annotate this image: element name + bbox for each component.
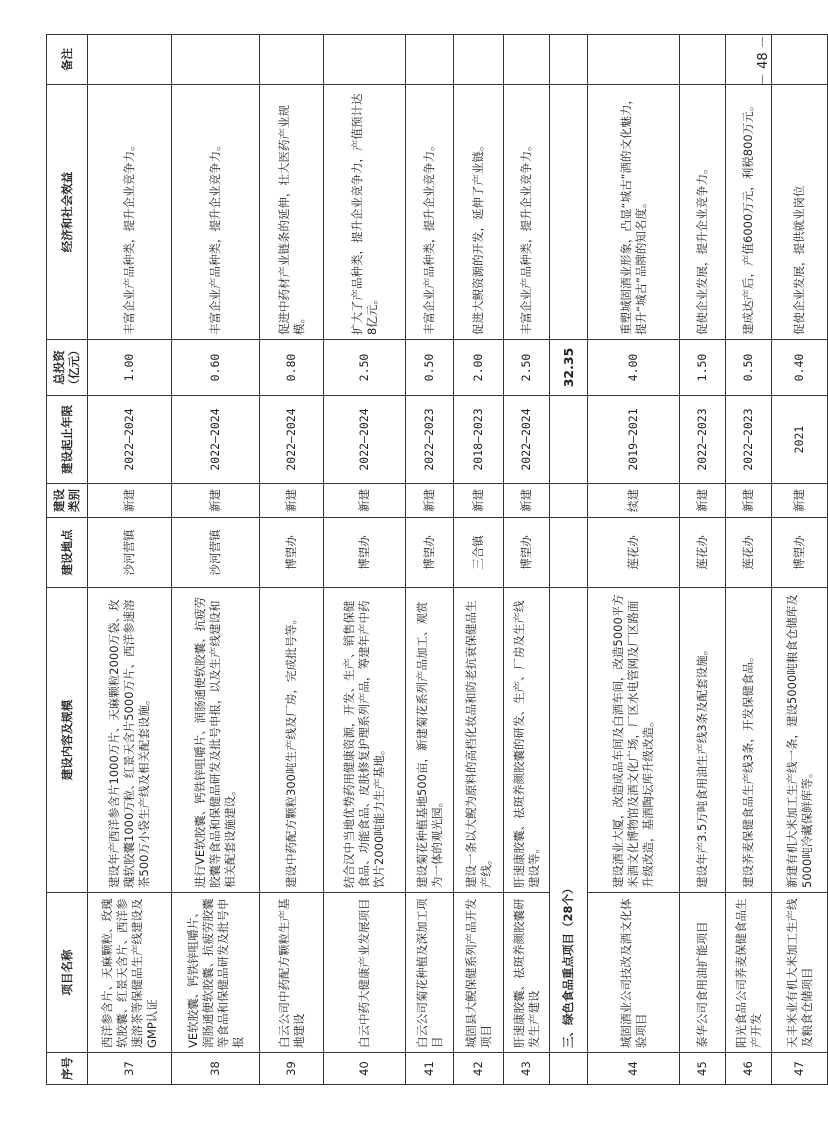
cell-place: 沙河营镇 — [172, 518, 260, 588]
page-number: － 48 － — [756, 35, 771, 86]
project-table — [46, 34, 828, 1085]
cell-content: 新建有机大米加工生产线一条，建设5000吨粮食仓储库及5000吨冷藏保鲜库等。 — [772, 588, 828, 893]
header-type: 建设类别 — [47, 484, 88, 518]
table-row — [726, 35, 772, 1085]
cell-no: 47 — [772, 1053, 828, 1085]
cell-type: 新建 — [324, 484, 406, 518]
cell-type: 新建 — [406, 484, 454, 518]
cell-place: 莲花办 — [588, 518, 680, 588]
cell-place: 博望办 — [406, 518, 454, 588]
cell-benefit: 促使企业发展，提升企业竞争力。 — [680, 85, 726, 340]
cell-no: 43 — [504, 1053, 550, 1085]
cell-note — [172, 35, 260, 85]
cell-invest: 0.50 — [726, 340, 772, 396]
header-invest: 总投资（亿元） — [47, 340, 88, 396]
cell-no: 42 — [454, 1053, 504, 1085]
cell-invest: 2.50 — [324, 340, 406, 396]
cell-invest: 0.80 — [260, 340, 324, 396]
cell-name: 白云公司中药配方颗粒生产基地建设 — [260, 893, 324, 1053]
cell-no: 44 — [588, 1053, 680, 1085]
table-row — [772, 35, 828, 1085]
cell-note — [772, 35, 828, 85]
cell-period: 2022—2023 — [680, 396, 726, 484]
cell-invest: 0.60 — [172, 340, 260, 396]
cell-content: 建设中药配方颗粒300吨生产线及厂房，完成批号等。 — [260, 588, 324, 893]
cell-type: 新建 — [260, 484, 324, 518]
cell-benefit: 丰富企业产品种类，提升企业竞争力。 — [504, 85, 550, 340]
cell-content: 进行VE软胶囊、钙铁锌咀嚼片、润肠通便软胶囊、抗疲劳胶囊等食品和保健品研发及批号申报，以及生产线建设和相关配套设施建设。 — [172, 588, 260, 893]
cell-place: 博望办 — [324, 518, 406, 588]
cell-invest: 2.00 — [454, 340, 504, 396]
cell-no: 38 — [172, 1053, 260, 1085]
cell-benefit: 扩大了产品种类，提升企业竞争力，产值预计达8亿元。 — [324, 85, 406, 340]
cell-note — [406, 35, 454, 85]
cell-content: 建设年产3.5万吨食用油生产线3条及配套设施。 — [680, 588, 726, 893]
cell-period: 2019—2021 — [588, 396, 680, 484]
cell-invest: 1.50 — [680, 340, 726, 396]
header-row — [47, 35, 88, 1085]
cell-invest: 1.00 — [88, 340, 172, 396]
cell-note — [680, 35, 726, 85]
cell-benefit: 丰富企业产品种类，提升企业竞争力。 — [88, 85, 172, 340]
cell-invest: 0.50 — [406, 340, 454, 396]
cell-note — [454, 35, 504, 85]
cell-invest: 0.40 — [772, 340, 828, 396]
header-no: 序号 — [47, 1053, 88, 1085]
cell-content: 建设荞麦保健食品生产线3条，开发保健食品。 — [726, 588, 772, 893]
cell-note — [504, 35, 550, 85]
cell-note — [588, 35, 680, 85]
table-row — [172, 35, 260, 1085]
cell-period: 2022—2024 — [504, 396, 550, 484]
cell-benefit: 促进大鲵资源的开发，延伸了产业链。 — [454, 85, 504, 340]
cell-note — [324, 35, 406, 85]
table-row — [324, 35, 406, 1085]
cell-period: 2022—2024 — [88, 396, 172, 484]
cell-place: 博望办 — [772, 518, 828, 588]
cell-type: 续建 — [588, 484, 680, 518]
cell-period: 2022—2024 — [172, 396, 260, 484]
cell-content: 建设一条以大鲵为原料的高档化妆品和防老抗衰保健品生产线。 — [454, 588, 504, 893]
table-row — [588, 35, 680, 1085]
cell-type: 新建 — [772, 484, 828, 518]
cell-name: 城固酒业公司技改及酒文化体验项目 — [588, 893, 680, 1053]
cell-name: 肝速康胶囊、祛斑养颜胶囊研发生产建设 — [504, 893, 550, 1053]
header-benefit: 经济和社会效益 — [47, 85, 88, 340]
cell-no: 45 — [680, 1053, 726, 1085]
header-period: 建设起止年限 — [47, 396, 88, 484]
table-row — [454, 35, 504, 1085]
cell-name: VE软胶囊、钙铁锌咀嚼片、润肠通便软胶囊、抗疲劳胶囊等食品和保健品研发及批号申报 — [172, 893, 260, 1053]
cell-name: 阳光食品公司荞麦保健食品生产开发 — [726, 893, 772, 1053]
table-row — [88, 35, 172, 1085]
cell-content: 建设菊花种植基地500亩，新建菊花系列产品加工、观赏为一体的观光园。 — [406, 588, 454, 893]
cell-period: 2022—2023 — [406, 396, 454, 484]
cell-name: 天丰米业有机大米加工生产线及粮食仓储项目 — [772, 893, 828, 1053]
cell-name: 西洋参含片、天麻颗粒、玫瑰软胶囊、红景天含片、西洋参速溶茶等保健品生产线建设及GMP认证 — [88, 893, 172, 1053]
cell-type: 新建 — [172, 484, 260, 518]
cell-benefit: 促使企业发展，提供就业岗位 — [772, 85, 828, 340]
cell-place: 沙河营镇 — [88, 518, 172, 588]
section-total: 32.35 — [550, 340, 588, 396]
cell-note — [260, 35, 324, 85]
section-row — [550, 35, 588, 1085]
cell-name: 白云中药大健康产业发展项目 — [324, 893, 406, 1053]
cell-content: 建设酒业大厦，改造成品车间及白酒车间，改造5000平方米酒文化博物馆及酒文化广场，厂区水电管网及厂区路面升级改造，基酒陶坛库升级改造。 — [588, 588, 680, 893]
cell-no: 39 — [260, 1053, 324, 1085]
table-row — [260, 35, 324, 1085]
header-note: 备注 — [47, 35, 88, 85]
cell-name: 白云公司菊花种植及深加工项目 — [406, 893, 454, 1053]
cell-place: 莲花办 — [680, 518, 726, 588]
header-place: 建设地点 — [47, 518, 88, 588]
cell-no: 40 — [324, 1053, 406, 1085]
cell-benefit: 丰富企业产品种类，提升企业竞争力。 — [406, 85, 454, 340]
header-name: 项目名称 — [47, 893, 88, 1053]
table-row — [504, 35, 550, 1085]
header-content: 建设内容及规模 — [47, 588, 88, 893]
cell-no: 46 — [726, 1053, 772, 1085]
cell-benefit: 重塑城固酒业形象，凸显“城古”酒的文化魅力，提升“城古”品牌的知名度。 — [588, 85, 680, 340]
cell-period: 2022—2024 — [324, 396, 406, 484]
cell-place: 博望办 — [260, 518, 324, 588]
cell-place: 莲花办 — [726, 518, 772, 588]
cell-no: 37 — [88, 1053, 172, 1085]
table-row — [680, 35, 726, 1085]
cell-type: 新建 — [504, 484, 550, 518]
cell-type: 新建 — [680, 484, 726, 518]
cell-period: 2018—2023 — [454, 396, 504, 484]
cell-benefit: 建成达产后，产值6000万元，利税800万元。 — [726, 85, 772, 340]
cell-content: 建设年产西洋参含片1000万片、天麻颗粒2000万袋、玫瑰软胶囊1000万粒、红景天含片5000万片、西洋参速溶茶500万小袋生产线及相关配套设施。 — [88, 588, 172, 893]
cell-invest: 2.50 — [504, 340, 550, 396]
cell-type: 新建 — [88, 484, 172, 518]
cell-place: 博望办 — [504, 518, 550, 588]
cell-content: 结合汉中当地优势药用健康资源，开发、生产、销售保健食品、功能食品、皮肤修复护理系列产品，筹建年产中药饮片2000吨能力生产基地。 — [324, 588, 406, 893]
cell-period: 2022—2024 — [260, 396, 324, 484]
cell-benefit: 促进中药材产业链条的延伸，壮大医药产业规模。 — [260, 85, 324, 340]
cell-invest: 4.00 — [588, 340, 680, 396]
cell-place: 三合镇 — [454, 518, 504, 588]
cell-note — [88, 35, 172, 85]
cell-name: 泰华公司食用油扩能项目 — [680, 893, 726, 1053]
cell-type: 新建 — [454, 484, 504, 518]
cell-name: 城固县大鲵保健系列产品开发项目 — [454, 893, 504, 1053]
cell-period: 2022—2023 — [726, 396, 772, 484]
cell-type: 新建 — [726, 484, 772, 518]
cell-no: 41 — [406, 1053, 454, 1085]
section-label: 三、绿色食品重点项目（28个） — [550, 588, 588, 1053]
table-row — [406, 35, 454, 1085]
cell-benefit: 丰富企业产品种类，提升企业竞争力。 — [172, 85, 260, 340]
cell-content: 肝速康胶囊、祛斑养颜胶囊的研发、生产、厂房及生产线建设等。 — [504, 588, 550, 893]
cell-period: 2021 — [772, 396, 828, 484]
